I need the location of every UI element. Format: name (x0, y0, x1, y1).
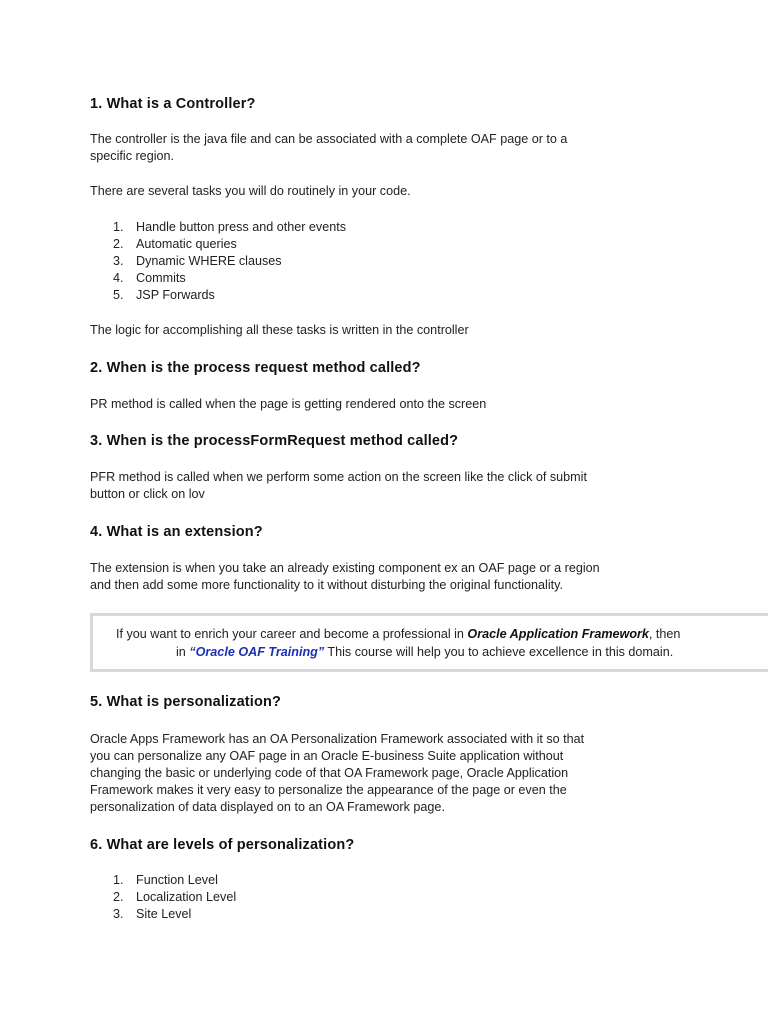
paragraph-pfr-method: PFR method is called when we perform some action on the screen like the click of submit button or click on lov (90, 470, 587, 501)
list-item: 3. Dynamic WHERE clauses (113, 254, 282, 268)
callout-line-2: in “Oracle OAF Training” This course will help you to achieve excellence in this domain. (176, 645, 674, 659)
callout-line-1: If you want to enrich your career and become a professional in Oracle Application Framework, then (116, 627, 681, 641)
oaf-emphasis: Oracle Application Framework (467, 627, 649, 641)
list-item: 2. Automatic queries (113, 237, 237, 251)
oaf-training-link[interactable]: “Oracle OAF Training” (189, 645, 325, 659)
tasks-list (90, 219, 346, 304)
levels-list (90, 872, 236, 923)
paragraph-extension: The extension is when you take an already existing component ex an OAF page or a region and then add some more functionality to it without disturbing the original functionality. (90, 561, 600, 592)
paragraph-controller-logic: The logic for accomplishing all these tasks is written in the controller (90, 323, 469, 337)
section-heading-process-form-request: 3. When is the processFormRequest method called? (90, 433, 459, 449)
section-heading-controller: 1. What is a Controller? (90, 96, 256, 112)
list-item: 3. Site Level (113, 907, 192, 921)
paragraph-personalization: Oracle Apps Framework has an OA Personalization Framework associated with it so that you can personalize any OAF page in an Oracle E-business Suite application without changing the basic or underlying code of that OA Framework page, Oracle Application Framework makes it very easy to personalize the appearance of the page or even the personalization of data displayed on to an OA Framework page. (90, 732, 585, 814)
paragraph-tasks-intro: There are several tasks you will do routinely in your code. (90, 184, 411, 198)
section-heading-personalization: 5. What is personalization? (90, 694, 281, 710)
list-item: 4. Commits (113, 271, 186, 285)
paragraph-controller-definition: The controller is the java file and can be associated with a complete OAF page or to a specific region. (90, 132, 568, 163)
list-item: 1. Function Level (113, 873, 218, 887)
training-callout-box (90, 613, 768, 672)
section-heading-levels: 6. What are levels of personalization? (90, 837, 355, 853)
section-heading-extension: 4. What is an extension? (90, 524, 263, 540)
paragraph-pr-method: PR method is called when the page is getting rendered onto the screen (90, 397, 487, 411)
list-item: 2. Localization Level (113, 890, 237, 904)
list-item: 1. Handle button press and other events (113, 220, 347, 234)
section-heading-process-request: 2. When is the process request method called? (90, 360, 421, 376)
list-item: 5. JSP Forwards (113, 288, 215, 302)
